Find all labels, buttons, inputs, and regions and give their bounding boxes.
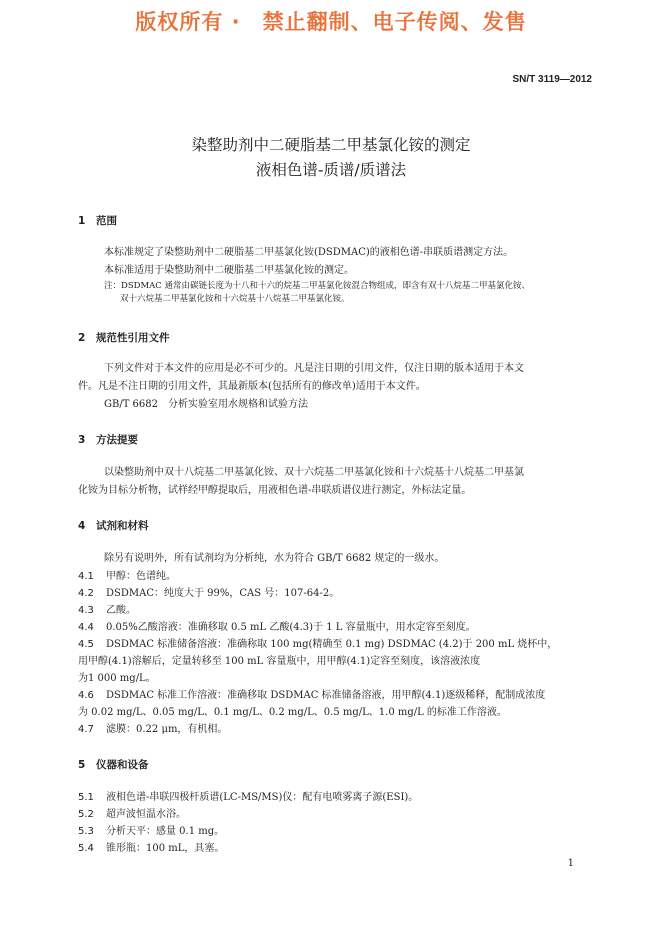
list-item	[78, 806, 186, 823]
section-number: 1	[78, 215, 86, 227]
item-number: 4.4	[78, 622, 94, 633]
section-number: 5	[78, 759, 86, 771]
item-text: DSDMAC 标准储备溶液：准确称取 100 mg(精确至 0.1 mg) DSDMAC (4.2)于 200 mL 烧杯中，	[106, 639, 558, 650]
section-heading-4	[78, 518, 149, 533]
document-title-line2: 液相色谱-质谱/质谱法	[255, 161, 407, 179]
paragraph-line: 以染整助剂中双十八烷基二甲基氯化铵、双十六烷基二甲基氯化铵和十六烷基十八烷基二甲基氯	[104, 467, 524, 478]
item-text: 分析天平：感量 0.1 mg。	[106, 826, 225, 837]
section-title: 规范性引用文件	[96, 332, 170, 344]
document-title-line1: 染整助剂中二硬脂基二甲基氯化铵的测定	[191, 136, 471, 154]
item-text: 锥形瓶：100 mL，具塞。	[106, 843, 225, 854]
list-item-continuation: 为1 000 mg/L。	[78, 673, 156, 684]
list-item	[78, 636, 557, 653]
section-heading-5	[78, 757, 149, 772]
standard-code: SN/T 3119—2012	[512, 74, 592, 85]
item-text: 甲醇：色谱纯。	[106, 571, 176, 582]
list-item	[78, 585, 339, 602]
list-item	[78, 823, 224, 840]
paragraph: 除另有说明外，所有试剂均为分析纯，水为符合 GB/T 6682 规定的一级水。	[104, 553, 445, 564]
item-number: 4.3	[78, 605, 94, 616]
section-number: 3	[78, 434, 86, 446]
section-number: 2	[78, 332, 86, 344]
section-title: 范围	[96, 215, 117, 227]
section-number: 4	[78, 520, 86, 532]
list-item	[78, 687, 545, 704]
paragraph: 本标准规定了染整助剂中二硬脂基二甲基氯化铵(DSDMAC)的液相色谱-串联质谱测定方法。	[104, 247, 514, 258]
item-number: 5.1	[78, 792, 94, 803]
item-number: 5.2	[78, 809, 94, 820]
page-number: 1	[567, 858, 574, 869]
item-text: 滤膜：0.22 μm，有机相。	[106, 724, 228, 735]
note-line: 注：DSDMAC 通常由碳链长度为十八和十六的烷基二甲基氯化铵混合物组成，即含有双十八烷基二甲基氯化铵、	[104, 281, 531, 291]
list-item	[78, 789, 418, 806]
item-number: 4.2	[78, 588, 94, 599]
list-item	[78, 840, 224, 857]
section-title: 仪器和设备	[96, 759, 149, 771]
paragraph: 本标准适用于染整助剂中二硬脂基二甲基氯化铵的测定。	[104, 265, 354, 276]
item-number: 4.7	[78, 724, 94, 735]
section-title: 方法提要	[96, 434, 138, 446]
paragraph-line: 件。凡是不注日期的引用文件，其最新版本(包括所有的修改单)适用于本文件。	[78, 381, 426, 392]
item-number: 5.4	[78, 843, 94, 854]
item-text: 超声波恒温水浴。	[106, 809, 186, 820]
item-number: 4.1	[78, 571, 94, 582]
item-number: 5.3	[78, 826, 94, 837]
item-number: 4.6	[78, 690, 94, 701]
item-text: 液相色谱-串联四极杆质谱(LC-MS/MS)仪：配有电喷雾离子源(ESI)。	[106, 792, 419, 803]
note-line: 双十六烷基二甲基氯化铵和十六烷基十八烷基二甲基氯化铵。	[120, 294, 350, 304]
normative-reference: GB/T 6682 分析实验室用水规格和试验方法	[104, 399, 309, 410]
list-item	[78, 568, 176, 585]
watermark-banner: 版权所有 · 禁止翻制、电子传阅、发售	[135, 10, 527, 34]
list-item-continuation: 为 0.02 mg/L、0.05 mg/L、0.1 mg/L、0.2 mg/L、0.5 mg/L、1.0 mg/L 的标准工作溶液。	[78, 707, 507, 718]
paragraph-line: 下列文件对于本文件的应用是必不可少的。凡是注日期的引用文件，仅注日期的版本适用于本文	[104, 363, 524, 374]
item-number: 4.5	[78, 639, 94, 650]
item-text: DSDMAC：纯度大于 99%，CAS 号：107-64-2。	[106, 588, 340, 599]
section-heading-3	[78, 432, 138, 447]
section-heading-2	[78, 330, 170, 345]
list-item	[78, 721, 227, 738]
item-text: 0.05%乙酸溶液：准确移取 0.5 mL 乙酸(4.3)于 1 L 容量瓶中，用水定容至刻度。	[106, 622, 476, 633]
list-item	[78, 602, 136, 619]
item-text: 乙酸。	[106, 605, 136, 616]
section-heading-1	[78, 213, 117, 228]
paragraph-line: 化铵为目标分析物，试样经甲醇提取后，用液相色谱-串联质谱仪进行测定，外标法定量。	[78, 485, 472, 496]
list-item-continuation: 用甲醇(4.1)溶解后，定量转移至 100 mL 容量瓶中，用甲醇(4.1)定容至刻度，该溶液浓度	[78, 656, 481, 667]
section-title: 试剂和材料	[96, 520, 149, 532]
list-item	[78, 619, 476, 636]
item-text: DSDMAC 标准工作溶液：准确移取 DSDMAC 标准储备溶液，用甲醇(4.1)逐级稀释，配制成浓度	[106, 690, 546, 701]
note	[104, 280, 530, 306]
